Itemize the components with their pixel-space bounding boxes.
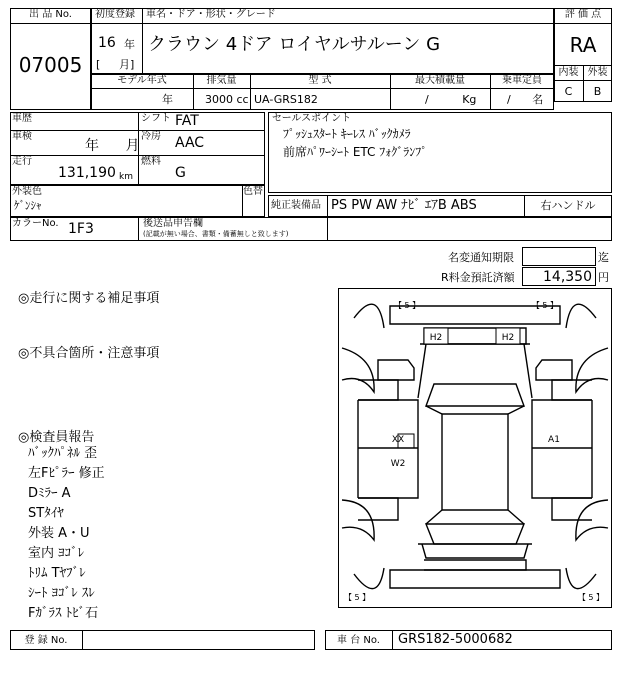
- type-label: 型 式: [308, 75, 332, 86]
- aftermarket-label: 後送品申告欄: [143, 218, 203, 229]
- mark-a1: A1: [548, 435, 560, 445]
- recycle-unit: 円: [598, 271, 609, 284]
- mileage-unit: km: [119, 172, 133, 182]
- exterior-color-value: ｹﾞﾝｼｬ: [14, 199, 42, 212]
- car-name: クラウン 4ドア ロイヤルサルーン G: [148, 34, 441, 55]
- inspector-line: ﾄﾘﾑ Tﾔﾌﾞﾚ: [28, 566, 86, 581]
- name-change-unit: 迄: [598, 251, 609, 264]
- inspection-label: 車検: [12, 131, 32, 142]
- color-no-label: カラーNo.: [12, 218, 59, 229]
- shift-label: シフト: [141, 113, 171, 124]
- recycle-value: 14,350: [543, 269, 592, 285]
- name-change-box: [522, 247, 596, 266]
- mark-xx: XX: [391, 435, 405, 445]
- mileage-label: 走行: [12, 156, 32, 167]
- type-value: UA-GRS182: [254, 93, 318, 106]
- exterior-color-box: [10, 185, 265, 217]
- lot-label: 出 品 No.: [29, 9, 72, 20]
- inspector-line: 外装 A・U: [28, 526, 90, 541]
- handle-value: 右ハンドル: [540, 199, 596, 212]
- ac-label: 冷房: [141, 131, 161, 142]
- year-value: 16: [98, 35, 116, 51]
- ac-value: AAC: [175, 135, 205, 151]
- color-no-value: 1F3: [68, 221, 94, 237]
- inspector-line: 室内 ﾖｺﾞﾚ: [28, 546, 85, 561]
- lot-number: 07005: [18, 53, 83, 77]
- fuel-value: G: [175, 165, 186, 181]
- year-unit: 年: [124, 38, 135, 51]
- color-no-box: [10, 217, 612, 241]
- max-load-label: 最大積載量: [415, 75, 465, 86]
- mark-h2-right: H2: [501, 333, 515, 343]
- model-year-label: モデル年式: [117, 75, 167, 86]
- recycle-label: R料金預託済額: [441, 271, 515, 284]
- tire-fr: 【 5 】: [531, 301, 558, 310]
- sales-point-label: セールスポイント: [272, 113, 352, 124]
- inspector-line: Dﾐﾗｰ A: [28, 486, 71, 501]
- sales-point-line1: ﾌﾟｯｼｭｽﾀｰﾄ ｷｰﾚｽ ﾊﾞｯｸｶﾒﾗ: [283, 127, 411, 141]
- inspection-value: 年 月: [85, 138, 140, 154]
- tire-fl: 【 5 】: [394, 301, 421, 310]
- inspector-line: Fｶﾞﾗｽ ﾄﾋﾞ石: [28, 606, 99, 621]
- equipment-label: 純正装備品: [271, 200, 321, 211]
- chassis-label: 車 台 No.: [337, 635, 380, 646]
- color-change-label: 色替: [243, 186, 263, 197]
- tire-rr: 【 5 】: [577, 593, 604, 602]
- displacement-label: 排気量: [206, 75, 237, 86]
- driving-notes-label: ◎走行に関する補足事項: [18, 291, 160, 306]
- inspector-label: ◎検査員報告: [18, 430, 95, 445]
- aftermarket-note: (記載が無い場合、書類・備蓄無しと致します): [143, 230, 289, 238]
- model-year-unit: 年: [162, 93, 173, 106]
- exterior-label: 外装: [587, 67, 608, 78]
- capacity-value: / 名: [507, 93, 544, 106]
- grade-value: RA: [569, 33, 597, 57]
- max-load-value: / Kg: [425, 93, 477, 106]
- exterior-color-label: 外装色: [12, 186, 42, 197]
- exterior-grade: B: [593, 85, 602, 98]
- inspector-line: 左Fﾋﾟﾗｰ 修正: [28, 466, 105, 481]
- reg-no-label: 登 録 No.: [24, 635, 68, 646]
- interior-grade: C: [564, 85, 573, 98]
- inspector-line: ﾊﾞｯｸﾊﾟﾈﾙ 歪: [28, 446, 98, 461]
- displacement-value: 3000 cc: [205, 93, 249, 106]
- inspector-line: STﾀｲﾔ: [28, 506, 64, 521]
- inspector-line: ｼｰﾄ ﾖｺﾞﾚ ｽﾚ: [28, 586, 95, 601]
- inspector-lines: [28, 444, 105, 624]
- defects-label: ◎不具合箇所・注意事項: [18, 346, 160, 361]
- name-change-label: 名変通知期限: [448, 251, 514, 264]
- grade-label: 評 価 点: [564, 9, 602, 20]
- interior-label: 内装: [558, 67, 579, 78]
- mark-h2-left: H2: [429, 333, 443, 343]
- sales-point-line2: 前席ﾊﾟﾜｰｼｰﾄ ETC ﾌｫｸﾞﾗﾝﾌﾟ: [283, 145, 428, 159]
- mileage-value: 131,190: [58, 165, 116, 181]
- fuel-label: 燃料: [141, 156, 161, 167]
- shift-value: FAT: [175, 113, 199, 129]
- chassis-value: GRS182-5000682: [398, 632, 513, 647]
- capacity-label: 乗車定員: [502, 75, 542, 86]
- month-open: [: [96, 58, 101, 71]
- month-unit: 月]: [119, 58, 135, 71]
- history-label: 車歴: [12, 113, 32, 124]
- tire-rl: 【 5 】: [344, 593, 371, 602]
- mark-w2: W2: [390, 459, 406, 469]
- equipment-value: PS PW AW ﾅﾋﾞ ｴｱB ABS: [331, 198, 477, 213]
- diagram-frame: [338, 288, 612, 608]
- first-reg-label: 初度登録: [95, 9, 135, 20]
- name-label: 車名・ドア・形状・グレード: [146, 9, 276, 20]
